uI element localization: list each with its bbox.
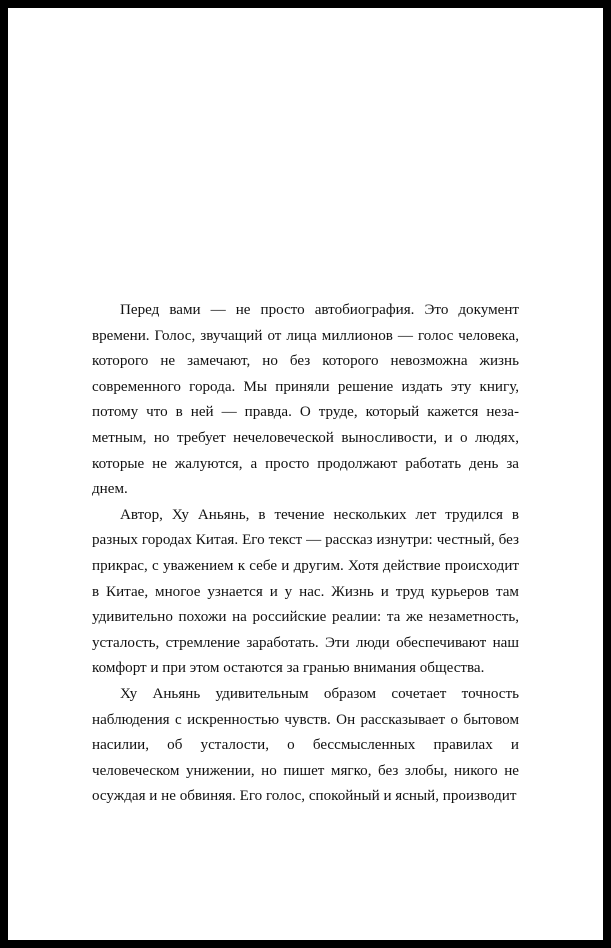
paragraph: Перед вами — не просто автобиография. Это документ времени. Голос, звучащий от лица миллионов — голос человека, которого не замечают, но без которого невозможна жизнь современного города. Мы приняли решение издать эту книгу, потому что в ней — правда. О труде, который кажется незаметным, но требует нечеловеческой выносливости, и о людях, которые не жалуются, а просто продолжают работать день за днем.: [92, 302, 519, 498]
paragraph: Ху Аньянь удивительным образом сочетает точность наблюдения с искренностью чувств. Он рассказывает о бытовом насилии, об усталости, о бессмысленных правилах и человеческом унижении, но пишет мягко, без злобы, никого не осуждая и не обвиняя. Его голос, спокойный и ясный, производит: [92, 685, 519, 805]
page-text-body: [92, 298, 519, 810]
book-page: [8, 8, 603, 940]
paragraph: Автор, Ху Аньянь, в течение нескольких лет трудился в разных городах Китая. Его текст — рассказ изнутри: честный, без прикрас, с уважением к себе и другим. Хотя действие происходит в Китае, многое узнается и у нас. Жизнь и труд курьеров там удивительно похожи на российские реалии: та же незаметность, усталость, стремление заработать. Эти люди обеспечивают наш комфорт и при этом остаются за гранью внимания общества.: [92, 506, 519, 677]
